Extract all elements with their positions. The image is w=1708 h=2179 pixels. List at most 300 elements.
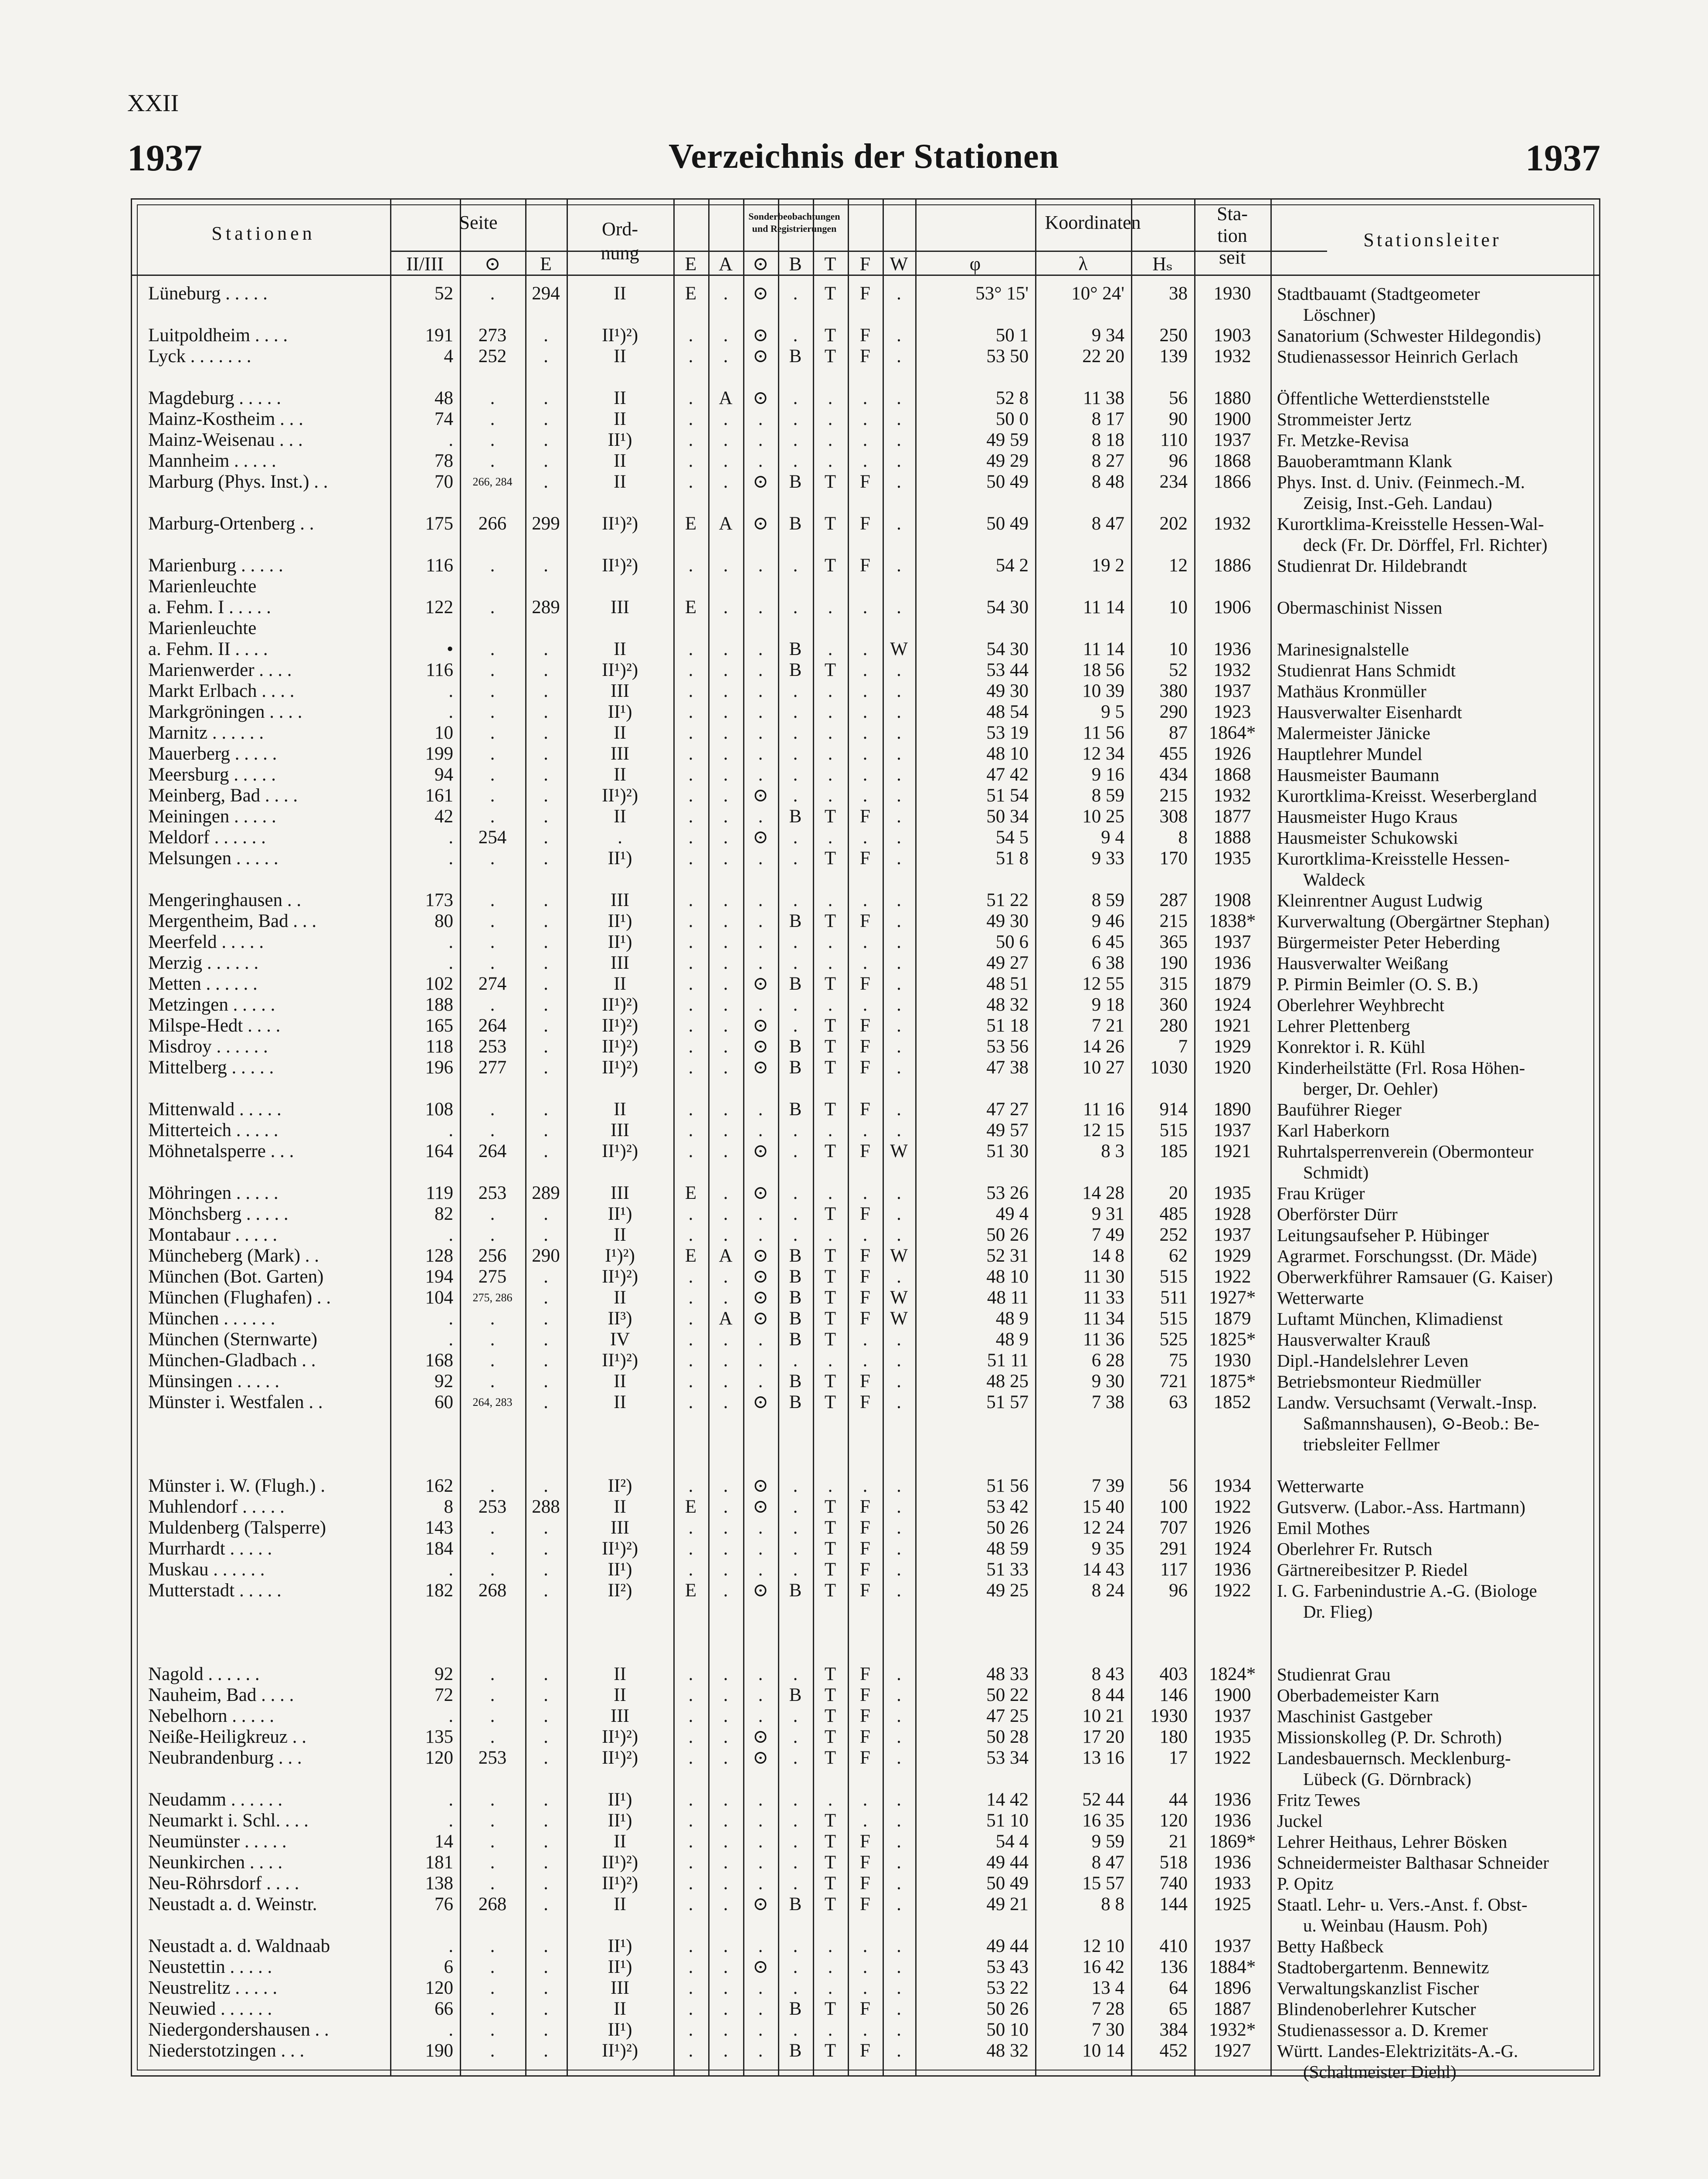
latitude-cell: 48 10 (986, 1266, 1029, 1287)
sonder-f-cell: F (860, 1852, 870, 1873)
sonder-w-cell: . (896, 1371, 901, 1392)
station-name-cell: Münsingen . . . . . (148, 1371, 279, 1392)
sonder-e-cell: . (688, 702, 693, 722)
seite-e-cell: . (543, 702, 548, 722)
sonder-sun-cell: . (758, 1329, 763, 1350)
station-since-cell: 1921 (1213, 1015, 1251, 1036)
station-name-cell: Lüneburg . . . . . (148, 283, 268, 304)
latitude-cell: 53 42 (986, 1497, 1029, 1517)
station-since-cell: 1880 (1213, 388, 1251, 408)
seite-sun-cell: 268 (478, 1894, 507, 1914)
station-name-cell: München-Gladbach . . (148, 1350, 316, 1371)
height-cell: 17 (1169, 1748, 1188, 1768)
height-cell: 190 (1159, 953, 1188, 973)
latitude-cell: 53 43 (986, 1957, 1029, 1977)
sonder-b-cell: . (793, 1183, 798, 1203)
sonder-w-cell: . (896, 1999, 901, 2019)
station-leader-cell: Karl Haberkorn (1277, 1120, 1390, 1140)
latitude-cell: 48 32 (986, 994, 1029, 1015)
sonder-a-cell: . (723, 681, 728, 701)
sonder-w-cell: . (896, 1685, 901, 1705)
longitude-cell: 22 20 (1082, 346, 1124, 367)
sonder-sun-cell: ⊙ (752, 513, 769, 534)
sonder-b-cell: B (789, 1371, 802, 1392)
station-leader-cell: Hausverwalter Krauß (1277, 1330, 1430, 1350)
sonder-t-cell: T (824, 1894, 836, 1914)
station-since-cell: 1929 (1213, 1036, 1251, 1057)
longitude-cell: 11 16 (1083, 1099, 1124, 1120)
sonder-b-cell: B (789, 660, 802, 680)
latitude-cell: 53 44 (986, 660, 1029, 680)
table-row (131, 1329, 1600, 1350)
latitude-cell: 47 42 (986, 764, 1029, 785)
sonder-t-cell: T (824, 1559, 836, 1580)
table-row (131, 660, 1600, 681)
station-leader-cell: I. G. Farbenindustrie A.-G. (Biologe (1277, 1581, 1537, 1601)
sonder-e-cell: . (688, 430, 693, 450)
sonder-t-cell: . (828, 1789, 833, 1810)
latitude-cell: 14 42 (986, 1789, 1029, 1810)
sonder-t-cell: T (824, 1266, 836, 1287)
sonder-b-cell: . (793, 1831, 798, 1852)
table-row (131, 994, 1600, 1015)
table-row (131, 1936, 1600, 1957)
seite-2-3-cell: . (448, 932, 453, 952)
sonder-w-cell: . (896, 1517, 901, 1538)
sonder-f-cell: F (860, 1099, 870, 1120)
height-cell: 308 (1159, 806, 1188, 827)
seite-2-3-cell: 72 (435, 1685, 453, 1705)
seite-sun-cell: . (490, 1873, 495, 1894)
station-name-cell: Münster i. Westfalen . . (148, 1392, 323, 1412)
ordnung-cell: II¹)²) (601, 1727, 638, 1747)
seite-2-3-cell: 52 (435, 283, 453, 304)
seite-sun-cell: 274 (478, 974, 507, 994)
header-ordnung-1: Ord- (601, 218, 638, 240)
station-since-cell: 1927 (1213, 2040, 1251, 2061)
sonder-a-cell: . (723, 953, 728, 973)
sonder-w-cell: . (896, 890, 901, 910)
station-leader-cell: Kurortklima-Kreisstelle Hessen-Wal- (1277, 514, 1544, 534)
seite-e-cell: . (543, 2019, 548, 2040)
sonder-f-cell: . (862, 994, 868, 1015)
table-row (131, 1789, 1600, 1810)
latitude-cell: 50 28 (986, 1727, 1029, 1747)
station-name-cell: Neustettin . . . . . (148, 1957, 272, 1977)
sonder-f-cell: . (862, 2019, 868, 2040)
sonder-f-cell: . (862, 660, 868, 680)
table-row (131, 806, 1600, 827)
longitude-cell: 11 14 (1083, 597, 1124, 618)
header-koord-hs: Hₛ (1152, 253, 1173, 275)
sonder-f-cell: F (860, 2040, 870, 2061)
seite-2-3-cell: 4 (444, 346, 453, 367)
longitude-cell: 16 35 (1082, 1810, 1124, 1831)
height-cell: 44 (1169, 1789, 1188, 1810)
sonder-a-cell: . (723, 2019, 728, 2040)
sonder-f-cell: . (862, 785, 868, 806)
ordnung-cell: III (611, 597, 629, 618)
sonder-b-cell: . (793, 723, 798, 743)
sonder-e-cell: . (688, 932, 693, 952)
seite-e-cell: . (543, 1371, 548, 1392)
station-leader-cell: Oberwerkführer Ramsauer (G. Kaiser) (1277, 1267, 1553, 1287)
station-leader-cell: Gutsverw. (Labor.-Ass. Hartmann) (1277, 1497, 1526, 1517)
seite-sun-cell: . (490, 660, 495, 680)
sonder-t-cell: . (828, 1936, 833, 1956)
sonder-w-cell: . (896, 1978, 901, 1998)
sonder-a-cell: . (723, 1559, 728, 1580)
table-row (131, 1057, 1600, 1078)
ordnung-cell: II¹)²) (601, 1538, 638, 1559)
sonder-e-cell: . (688, 1350, 693, 1371)
sonder-b-cell: B (789, 1266, 802, 1287)
station-name-cell: Milspe-Hedt . . . . (148, 1015, 281, 1036)
sonder-f-cell: F (860, 513, 870, 534)
sonder-f-cell: F (860, 1308, 870, 1329)
sonder-e-cell: . (688, 1371, 693, 1392)
ordnung-cell: II (614, 974, 626, 994)
sonder-f-cell: F (860, 1266, 870, 1287)
sonder-e-cell: E (685, 1497, 697, 1517)
station-leader-cell: Hauptlehrer Mundel (1277, 744, 1423, 764)
ordnung-cell: II¹)²) (601, 785, 638, 806)
sonder-e-cell: . (688, 1727, 693, 1747)
table-row (131, 1308, 1600, 1329)
sonder-b-cell: B (789, 806, 802, 827)
sonder-a-cell: . (723, 1894, 728, 1914)
sonder-t-cell: T (824, 1329, 836, 1350)
header-sonder-t: T (824, 253, 836, 275)
seite-sun-cell: . (490, 597, 495, 618)
station-leader-cell: Stadtobergartenm. Bennewitz (1277, 1957, 1489, 1977)
sonder-b-cell: B (789, 911, 802, 931)
sonder-sun-cell: . (758, 994, 763, 1015)
longitude-cell: 14 26 (1082, 1036, 1124, 1057)
sonder-w-cell: . (896, 555, 901, 576)
height-cell: 215 (1159, 785, 1188, 806)
sonder-t-cell: T (824, 911, 836, 931)
table-row (131, 1183, 1600, 1204)
sonder-b-cell: B (789, 1999, 802, 2019)
sonder-sun-cell: . (758, 911, 763, 931)
sonder-f-cell: . (862, 639, 868, 659)
sonder-t-cell: T (824, 472, 836, 492)
sonder-b-cell: . (793, 702, 798, 722)
latitude-cell: 49 30 (986, 681, 1029, 701)
seite-2-3-cell: 76 (435, 1894, 453, 1914)
station-leader-cell: (Schaltmeister Diehl) (1303, 2062, 1457, 2082)
table-row (131, 1078, 1600, 1099)
sonder-w-cell: . (896, 660, 901, 680)
seite-e-cell: . (543, 1099, 548, 1120)
page-number: XXII (127, 90, 179, 117)
station-leader-cell: Missionskolleg (P. Dr. Schroth) (1277, 1727, 1502, 1747)
header-seite-e: E (540, 253, 552, 275)
sonder-a-cell: . (723, 1392, 728, 1412)
station-leader-cell: Emil Mothes (1277, 1518, 1370, 1538)
sonder-sun-cell: ⊙ (752, 1015, 769, 1036)
sonder-b-cell: . (793, 1748, 798, 1768)
seite-2-3-cell: • (446, 639, 453, 659)
longitude-cell: 10 39 (1082, 681, 1124, 701)
seite-sun-cell: 253 (478, 1183, 507, 1203)
longitude-cell: 8 43 (1091, 1664, 1124, 1684)
longitude-cell: 11 33 (1083, 1287, 1124, 1308)
sonder-e-cell: . (688, 1057, 693, 1078)
sonder-w-cell: . (896, 1497, 901, 1517)
sonder-w-cell: W (890, 1308, 908, 1329)
station-since-cell: 1922 (1213, 1580, 1251, 1601)
sonder-a-cell: . (723, 1497, 728, 1517)
seite-sun-cell: . (490, 1852, 495, 1873)
station-name-cell: Müncheberg (Mark) . . (148, 1246, 319, 1266)
station-leader-cell: Kinderheilstätte (Frl. Rosa Höhen- (1277, 1058, 1525, 1078)
latitude-cell: 48 25 (986, 1371, 1029, 1392)
seite-2-3-cell: 164 (425, 1141, 453, 1161)
seite-2-3-cell: 181 (425, 1852, 453, 1873)
sonder-w-cell: . (896, 785, 901, 806)
sonder-b-cell: B (789, 1392, 802, 1412)
seite-e-cell: . (543, 1706, 548, 1726)
sonder-t-cell: T (824, 974, 836, 994)
sonder-f-cell: . (862, 1810, 868, 1831)
seite-2-3-cell: . (448, 1120, 453, 1140)
table-row (131, 2040, 1600, 2061)
station-since-cell: 1923 (1213, 702, 1251, 722)
sonder-a-cell: . (723, 827, 728, 848)
table-row (131, 451, 1600, 472)
sonder-a-cell: . (723, 1852, 728, 1873)
seite-e-cell: . (543, 994, 548, 1015)
seite-2-3-cell: 42 (435, 806, 453, 827)
seite-e-cell: . (543, 1873, 548, 1894)
sonder-b-cell: . (793, 325, 798, 346)
seite-sun-cell: 264 (478, 1015, 507, 1036)
seite-sun-cell: . (490, 1706, 495, 1726)
latitude-cell: 48 10 (986, 743, 1029, 764)
station-name-cell: Nebelhorn . . . . . (148, 1706, 274, 1726)
longitude-cell: 8 27 (1091, 451, 1124, 471)
seite-e-cell: . (543, 848, 548, 869)
seite-e-cell: . (543, 1831, 548, 1852)
latitude-cell: 50 26 (986, 1999, 1029, 2019)
station-name-cell: Neu-Röhrsdorf . . . . (148, 1873, 299, 1894)
sonder-sun-cell: . (758, 597, 763, 618)
seite-sun-cell: . (490, 785, 495, 806)
sonder-f-cell: F (860, 1057, 870, 1078)
station-leader-cell: Saßmannshausen), ⊙-Beob.: Be- (1303, 1413, 1540, 1433)
sonder-w-cell: . (896, 806, 901, 827)
sonder-e-cell: . (688, 388, 693, 408)
sonder-w-cell: . (896, 1789, 901, 1810)
longitude-cell: 7 38 (1091, 1392, 1124, 1412)
station-name-cell: Metzingen . . . . . (148, 994, 275, 1015)
sonder-b-cell: . (793, 1141, 798, 1161)
sonder-w-cell: W (890, 1141, 908, 1161)
sonder-b-cell: . (793, 1538, 798, 1559)
sonder-a-cell: . (723, 1873, 728, 1894)
station-name-cell: Marienleuchte (148, 576, 257, 597)
sonder-b-cell: . (793, 764, 798, 785)
height-cell: 96 (1169, 451, 1188, 471)
longitude-cell: 8 18 (1091, 430, 1124, 450)
seite-sun-cell: . (490, 953, 495, 973)
sonder-b-cell: . (793, 283, 798, 304)
ordnung-cell: II¹)²) (601, 1852, 638, 1873)
ordnung-cell: . (618, 827, 622, 848)
ordnung-cell: II¹)²) (601, 513, 638, 534)
sonder-f-cell: F (860, 1831, 870, 1852)
seite-sun-cell: . (490, 911, 495, 931)
table-row (131, 1664, 1600, 1685)
station-leader-cell: Wetterwarte (1277, 1288, 1364, 1308)
ordnung-cell: II¹) (608, 911, 632, 931)
sonder-w-cell: . (896, 1831, 901, 1852)
height-cell: 12 (1169, 555, 1188, 576)
sonder-e-cell: . (688, 409, 693, 429)
latitude-cell: 49 59 (986, 430, 1029, 450)
table-row (131, 1538, 1600, 1559)
table-row (131, 848, 1600, 869)
seite-2-3-cell: 120 (425, 1978, 453, 1998)
sonder-t-cell: . (828, 743, 833, 764)
ordnung-cell: II¹) (608, 2019, 632, 2040)
station-since-cell: 1937 (1213, 681, 1251, 701)
sonder-sun-cell: ⊙ (752, 1266, 769, 1287)
table-row (131, 1497, 1600, 1517)
sonder-t-cell: T (824, 1308, 836, 1329)
sonder-b-cell: . (793, 953, 798, 973)
seite-2-3-cell: 173 (425, 890, 453, 910)
sonder-w-cell: . (896, 702, 901, 722)
sonder-t-cell: . (828, 1183, 833, 1203)
station-since-cell: 1879 (1213, 1308, 1251, 1329)
sonder-w-cell: . (896, 1225, 901, 1245)
sonder-sun-cell: ⊙ (752, 1036, 769, 1057)
seite-e-cell: 299 (532, 513, 560, 534)
table-row (131, 1392, 1600, 1413)
sonder-a-cell: . (723, 1225, 728, 1245)
sonder-a-cell: A (719, 513, 733, 534)
seite-sun-cell: . (490, 1099, 495, 1120)
sonder-t-cell: T (824, 1664, 836, 1684)
longitude-cell: 7 39 (1091, 1476, 1124, 1496)
seite-2-3-cell: . (448, 681, 453, 701)
table-row (131, 1894, 1600, 1915)
height-cell: 287 (1159, 890, 1188, 910)
sonder-f-cell: F (860, 1517, 870, 1538)
height-cell: 144 (1159, 1894, 1188, 1914)
sonder-b-cell: . (793, 1727, 798, 1747)
seite-e-cell: 290 (532, 1246, 560, 1266)
station-name-cell: Markgröningen . . . . (148, 702, 302, 722)
seite-2-3-cell: 120 (425, 1748, 453, 1768)
sonder-w-cell: . (896, 764, 901, 785)
seite-sun-cell: . (490, 723, 495, 743)
station-name-cell: Möhringen . . . . . (148, 1183, 278, 1203)
sonder-w-cell: . (896, 994, 901, 1015)
station-since-cell: 1937 (1213, 1225, 1251, 1245)
sonder-e-cell: . (688, 1204, 693, 1224)
sonder-f-cell: F (860, 911, 870, 931)
seite-sun-cell: 264 (478, 1141, 507, 1161)
station-name-cell: a. Fehm. II . . . . (148, 639, 268, 659)
seite-sun-cell: 268 (478, 1580, 507, 1601)
sonder-sun-cell: ⊙ (752, 974, 769, 994)
seite-2-3-cell: 188 (425, 994, 453, 1015)
seite-2-3-cell: 116 (426, 555, 453, 576)
latitude-cell: 49 21 (986, 1894, 1029, 1914)
seite-e-cell: . (543, 1748, 548, 1768)
sonder-f-cell: F (860, 1559, 870, 1580)
sonder-a-cell: . (723, 723, 728, 743)
sonder-a-cell: . (723, 597, 728, 618)
height-cell: 21 (1169, 1831, 1188, 1852)
header-seite-sun: ⊙ (484, 253, 501, 275)
station-name-cell: Meldorf . . . . . . (148, 827, 266, 848)
height-cell: 146 (1159, 1685, 1188, 1705)
seite-e-cell: . (543, 1538, 548, 1559)
sonder-e-cell: . (688, 1936, 693, 1956)
longitude-cell: 10 25 (1082, 806, 1124, 827)
sonder-sun-cell: . (758, 555, 763, 576)
seite-e-cell: . (543, 932, 548, 952)
sonder-w-cell: . (896, 2019, 901, 2040)
station-since-cell: 1936 (1213, 1559, 1251, 1580)
seite-sun-cell: . (490, 806, 495, 827)
station-leader-cell: Betriebsmonteur Riedmüller (1277, 1371, 1481, 1392)
station-name-cell: Misdroy . . . . . . (148, 1036, 268, 1057)
sonder-t-cell: T (824, 1036, 836, 1057)
station-name-cell: Niederstotzingen . . . (148, 2040, 305, 2061)
table-row (131, 681, 1600, 702)
height-cell: 1030 (1150, 1057, 1188, 1078)
sonder-b-cell: . (793, 1957, 798, 1977)
longitude-cell: 11 14 (1083, 639, 1124, 659)
header-station-seit-3: seit (1219, 247, 1246, 268)
table-row (131, 1371, 1600, 1392)
sonder-sun-cell: . (758, 702, 763, 722)
sonder-e-cell: . (688, 1141, 693, 1161)
height-cell: 185 (1159, 1141, 1188, 1161)
station-name-cell: Meerfeld . . . . . (148, 932, 264, 952)
seite-e-cell: . (543, 1329, 548, 1350)
station-since-cell: 1922 (1213, 1497, 1251, 1517)
seite-2-3-cell: 116 (426, 660, 453, 680)
longitude-cell: 11 30 (1083, 1266, 1124, 1287)
seite-sun-cell: . (490, 702, 495, 722)
height-cell: 410 (1159, 1936, 1188, 1956)
station-name-cell: Murrhardt . . . . . (148, 1538, 272, 1559)
ordnung-cell: II (614, 1999, 626, 2019)
station-name-cell: Mainz-Kostheim . . . (148, 409, 303, 429)
sonder-sun-cell: . (758, 1099, 763, 1120)
ordnung-cell: II¹)²) (601, 1350, 638, 1371)
sonder-e-cell: . (688, 472, 693, 492)
station-since-cell: 1868 (1213, 764, 1251, 785)
latitude-cell: 51 57 (986, 1392, 1029, 1412)
ordnung-cell: II (614, 1894, 626, 1914)
sonder-t-cell: T (824, 513, 836, 534)
sonder-w-cell: . (896, 1559, 901, 1580)
station-leader-cell: Schneidermeister Balthasar Schneider (1277, 1853, 1549, 1873)
seite-sun-cell: . (490, 1559, 495, 1580)
sonder-sun-cell: . (758, 409, 763, 429)
seite-e-cell: . (543, 1287, 548, 1308)
longitude-cell: 8 59 (1091, 785, 1124, 806)
sonder-w-cell: . (896, 409, 901, 429)
